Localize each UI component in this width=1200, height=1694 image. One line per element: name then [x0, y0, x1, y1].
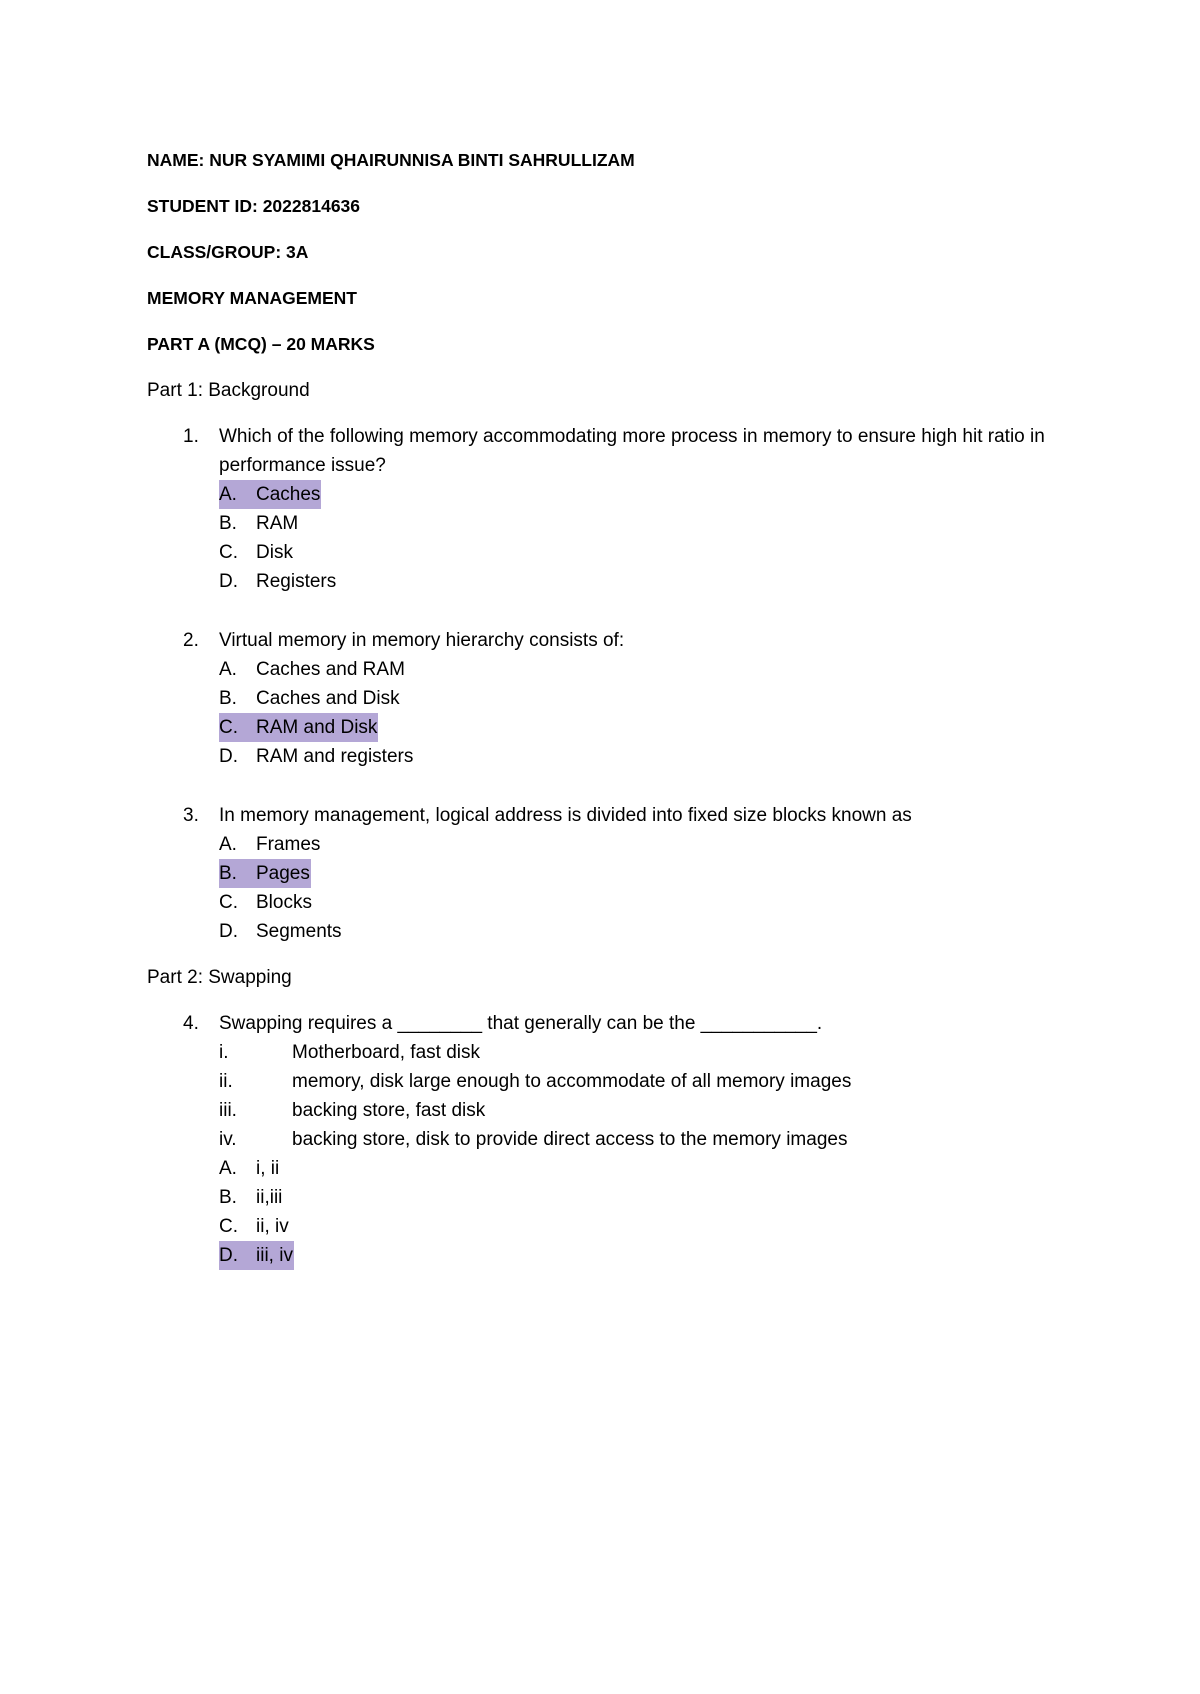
option-highlight [219, 713, 378, 742]
option-letter: B. [219, 1187, 237, 1208]
statement-numeral: iii. [219, 1100, 237, 1121]
option-text: RAM [256, 513, 299, 534]
spacer [147, 771, 1067, 801]
question-4 [147, 1009, 1067, 1270]
option-highlight [219, 1183, 283, 1212]
option-d [219, 1241, 1067, 1270]
option-highlight [219, 859, 311, 888]
statement-ii [219, 1067, 1067, 1096]
option-letter: C. [219, 717, 238, 738]
option-highlight [219, 538, 294, 567]
option-text: Segments [256, 921, 342, 942]
option-letter: C. [219, 892, 238, 913]
option-text: Registers [256, 571, 337, 592]
option-text: ii,iii [256, 1187, 283, 1208]
option-highlight [219, 480, 321, 509]
option-c [219, 538, 1067, 567]
option-text: Pages [256, 863, 310, 884]
class-group: CLASS/GROUP: 3A [147, 242, 309, 262]
option-a [219, 1154, 1067, 1183]
question-number: 4. [183, 1013, 199, 1034]
option-d [219, 917, 1067, 946]
option-highlight [219, 509, 299, 538]
option-text: Disk [256, 542, 293, 563]
option-letter: A. [219, 484, 237, 505]
option-b [219, 509, 1067, 538]
option-text: Caches [256, 484, 321, 505]
option-b [219, 859, 1067, 888]
question-number: 3. [183, 805, 199, 826]
statement-text: memory, disk large enough to accommodate of all memory images [292, 1071, 852, 1092]
option-highlight [219, 655, 406, 684]
question-text: In memory management, logical address is divided into fixed size blocks known as [219, 805, 912, 826]
spacer [147, 596, 1067, 626]
part1-title: Part 1: Background [147, 380, 310, 401]
question-number: 1. [183, 426, 199, 447]
statement-text: backing store, fast disk [292, 1100, 486, 1121]
option-highlight [219, 1241, 294, 1270]
option-letter: B. [219, 863, 237, 884]
option-b [219, 1183, 1067, 1212]
part-a-title: PART A (MCQ) – 20 MARKS [147, 334, 375, 354]
option-letter: A. [219, 834, 237, 855]
option-d [219, 742, 1067, 771]
option-text: RAM and registers [256, 746, 414, 767]
question-text: Which of the following memory accommodating more process in memory to ensure high hit ratio in performance issue? [219, 426, 1045, 476]
option-letter: A. [219, 659, 237, 680]
option-letter: D. [219, 746, 238, 767]
statement-iv [219, 1125, 1067, 1154]
option-text: ii, iv [256, 1216, 289, 1237]
statement-text: Motherboard, fast disk [292, 1042, 480, 1063]
statement-numeral: iv. [219, 1129, 237, 1150]
option-d [219, 567, 1067, 596]
option-letter: C. [219, 1216, 238, 1237]
question-1 [147, 422, 1067, 596]
option-highlight [219, 684, 401, 713]
option-text: Caches and Disk [256, 688, 400, 709]
question-3 [147, 801, 1067, 946]
question-text: Swapping requires a ________ that generally can be the ___________. [219, 1013, 823, 1034]
option-highlight [219, 917, 343, 946]
option-letter: D. [219, 921, 238, 942]
option-c [219, 1212, 1067, 1241]
student-id: STUDENT ID: 2022814636 [147, 196, 361, 216]
option-letter: D. [219, 571, 238, 592]
option-a [219, 655, 1067, 684]
option-c [219, 888, 1067, 917]
option-highlight [219, 742, 414, 771]
option-letter: B. [219, 513, 237, 534]
option-text: RAM and Disk [256, 717, 378, 738]
option-text: Caches and RAM [256, 659, 405, 680]
option-highlight [219, 888, 313, 917]
option-highlight [219, 567, 337, 596]
statement-numeral: i. [219, 1042, 229, 1063]
option-letter: D. [219, 1245, 238, 1266]
student-name: NAME: NUR SYAMIMI QHAIRUNNISA BINTI SAHRULLIZAM [147, 150, 635, 170]
spacer [147, 946, 1067, 963]
option-c [219, 713, 1067, 742]
option-highlight [219, 830, 321, 859]
question-text: Virtual memory in memory hierarchy consists of: [219, 630, 625, 651]
option-a [219, 480, 1067, 509]
option-letter: B. [219, 688, 237, 709]
statement-text: backing store, disk to provide direct access to the memory images [292, 1129, 848, 1150]
option-text: Frames [256, 834, 321, 855]
option-letter: C. [219, 542, 238, 563]
option-letter: A. [219, 1158, 237, 1179]
statement-numeral: ii. [219, 1071, 233, 1092]
option-highlight [219, 1212, 290, 1241]
option-highlight [219, 1154, 280, 1183]
part2-title: Part 2: Swapping [147, 967, 292, 988]
statement-iii [219, 1096, 1067, 1125]
question-2 [147, 626, 1067, 771]
option-text: i, ii [256, 1158, 280, 1179]
option-text: iii, iv [256, 1245, 293, 1266]
question-number: 2. [183, 630, 199, 651]
statement-i [219, 1038, 1067, 1067]
option-a [219, 830, 1067, 859]
option-text: Blocks [256, 892, 312, 913]
option-b [219, 684, 1067, 713]
document-content [147, 146, 1067, 1270]
topic-title: MEMORY MANAGEMENT [147, 288, 357, 308]
